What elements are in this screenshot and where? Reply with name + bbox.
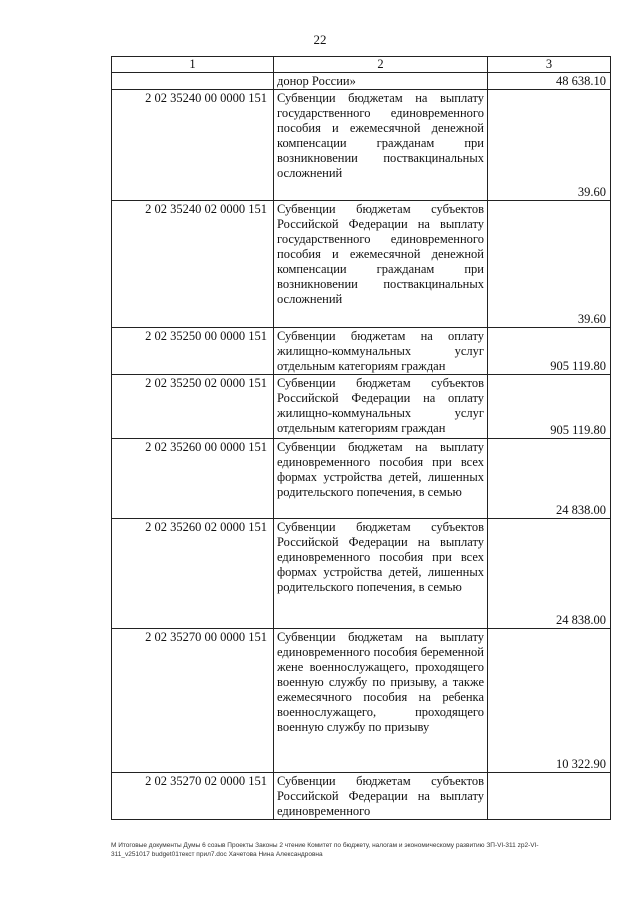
row-code: 2 02 35270 02 0000 151 — [112, 773, 274, 820]
row-amount: 24 838.00 — [488, 519, 611, 629]
table-row — [112, 629, 611, 773]
row-code: 2 02 35260 02 0000 151 — [112, 519, 274, 629]
table-row — [112, 375, 611, 439]
column-header-3: 3 — [488, 57, 611, 73]
row-code: 2 02 35270 00 0000 151 — [112, 629, 274, 773]
table-row — [112, 328, 611, 375]
page-number: 22 — [313, 32, 327, 47]
row-amount: 48 638.10 — [488, 73, 611, 90]
row-code: 2 02 35240 00 0000 151 — [112, 90, 274, 201]
table-row — [112, 439, 611, 519]
row-amount: 39.60 — [488, 90, 611, 201]
row-code: 2 02 35250 02 0000 151 — [112, 375, 274, 439]
row-description: Субвенции бюджетам субъектов Российской Федерации на выплату единовременного пособия при всех формах устройства детей, лишенных родительского попечения, в семью — [274, 519, 488, 629]
row-code: 2 02 35240 02 0000 151 — [112, 201, 274, 328]
row-amount: 24 838.00 — [488, 439, 611, 519]
row-amount: 10 322.90 — [488, 629, 611, 773]
table-row — [112, 519, 611, 629]
row-description: Субвенции бюджетам субъектов Российской Федерации на выплату государственного единовременного пособия и ежемесячной денежной компенсации гражданам при возникновении поствакцинальных осложнений — [274, 201, 488, 328]
file-path-footer — [111, 841, 611, 859]
footer-line-2: 311_v251017 budget01текст прил7.doc Хачетова Нина Александровна — [111, 851, 323, 858]
footer-line-1: М Итоговые документы Думы 6 созыв Проекты Законы 2 чтение Комитет по бюджету, налогам и экономическому развитию ЗП-VI-311 zp2-VI- — [111, 842, 539, 849]
row-description: Субвенции бюджетам на оплату жилищно-коммунальных услуг отдельным категориям граждан — [274, 328, 488, 375]
budget-table — [111, 56, 611, 820]
row-description: Субвенции бюджетам на выплату единовременного пособия беременной жене военнослужащего, проходящего военную службу по призыву, а также ежемесячного пособия на ребенка военнослужащего, проходящего военную службу по призыву — [274, 629, 488, 773]
row-code — [112, 73, 274, 90]
table-row — [112, 773, 611, 820]
table-row — [112, 201, 611, 328]
row-description: Субвенции бюджетам на выплату единовременного пособия при всех формах устройства детей, лишенных родительского попечения, в семью — [274, 439, 488, 519]
column-header-1: 1 — [112, 57, 274, 73]
row-amount: 905 119.80 — [488, 375, 611, 439]
column-header-2: 2 — [274, 57, 488, 73]
row-amount: 905 119.80 — [488, 328, 611, 375]
table-row — [112, 90, 611, 201]
table-row — [112, 73, 611, 90]
row-description: Субвенции бюджетам субъектов Российской Федерации на оплату жилищно-коммунальных услуг отдельным категориям граждан — [274, 375, 488, 439]
row-code: 2 02 35260 00 0000 151 — [112, 439, 274, 519]
row-description: Субвенции бюджетам на выплату государственного единовременного пособия и ежемесячной денежной компенсации гражданам при возникновении поствакцинальных осложнений — [274, 90, 488, 201]
row-code: 2 02 35250 00 0000 151 — [112, 328, 274, 375]
row-amount: 39.60 — [488, 201, 611, 328]
row-description: Субвенции бюджетам субъектов Российской Федерации на выплату единовременного — [274, 773, 488, 820]
row-amount — [488, 773, 611, 820]
row-description: донор России» — [274, 73, 488, 90]
table-header-row — [112, 57, 611, 73]
